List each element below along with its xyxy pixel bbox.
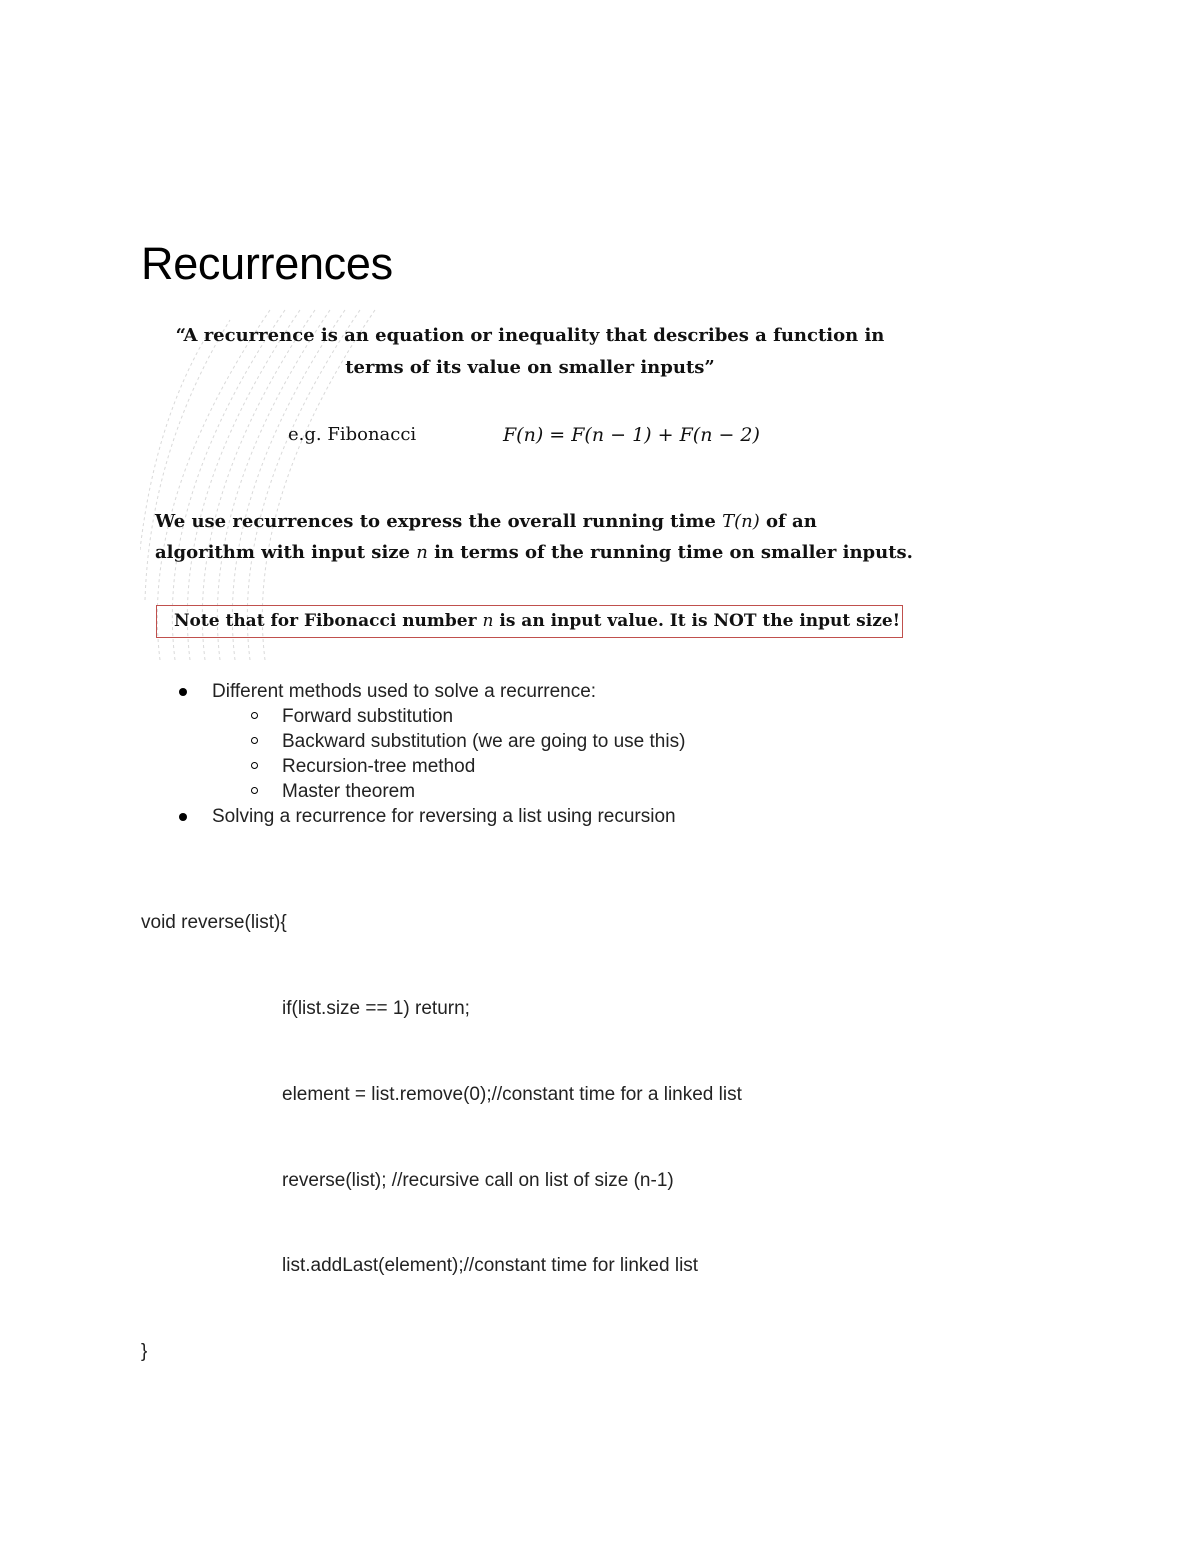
code-line: list.addLast(element);//constant time for linked list <box>282 1255 699 1277</box>
recurrence-usage-text <box>155 506 915 568</box>
list-item <box>170 679 685 704</box>
circle-bullet-icon <box>251 737 258 744</box>
code-line: element = list.remove(0);//constant time for a linked list <box>282 1083 742 1105</box>
code-line: void reverse(list){ <box>141 912 287 934</box>
note-n: n <box>482 611 494 631</box>
note-part-2: is an input value. It is NOT the input size! <box>493 611 901 631</box>
list-item <box>170 804 685 829</box>
list-item <box>170 754 685 779</box>
formula-lhs: F(n) <box>503 424 544 446</box>
usage-n: n <box>416 542 428 563</box>
formula-equals: = <box>543 424 572 446</box>
methods-second: Solving a recurrence for reversing a list using recursion <box>212 806 676 827</box>
formula-term-1: F(n − 1) <box>571 424 652 446</box>
fibonacci-formula <box>503 424 760 446</box>
quote-line-1: “A recurrence is an equation or inequality that describes a function in <box>175 325 885 346</box>
usage-part-4: in terms of the running time on smaller inputs. <box>427 542 913 563</box>
page-title: Recurrences <box>141 238 393 289</box>
methods-list <box>170 679 685 829</box>
method-item: Recursion-tree method <box>282 756 476 777</box>
circle-bullet-icon <box>251 787 258 794</box>
circle-bullet-icon <box>251 712 258 719</box>
code-line: if(list.size == 1) return; <box>282 997 470 1019</box>
code-line: reverse(list); //recursive call on list of size (n-1) <box>282 1169 674 1191</box>
usage-part-3: algorithm with input size <box>155 542 417 563</box>
usage-part-2: of an <box>759 511 817 532</box>
bullet-icon <box>179 813 187 821</box>
code-block <box>141 852 742 1395</box>
method-item: Backward substitution (we are going to use this) <box>282 731 686 752</box>
quote-line-2: terms of its value on smaller inputs” <box>345 357 715 378</box>
slide-image <box>140 300 920 665</box>
recurrence-definition-quote <box>140 320 920 384</box>
methods-intro: Different methods used to solve a recurrence: <box>212 681 597 702</box>
method-item: Forward substitution <box>282 706 454 727</box>
usage-tn: T(n) <box>722 511 760 532</box>
method-item: Master theorem <box>282 781 416 802</box>
list-item <box>170 729 685 754</box>
formula-plus: + <box>651 424 680 446</box>
fibonacci-note-box <box>156 605 903 638</box>
code-line: } <box>141 1341 148 1363</box>
usage-part-1: We use recurrences to express the overall running time <box>155 511 723 532</box>
note-part-1: Note that for Fibonacci number <box>174 611 483 631</box>
list-item <box>170 704 685 729</box>
example-label: e.g. Fibonacci <box>288 424 417 445</box>
list-item <box>170 779 685 804</box>
formula-term-2: F(n − 2) <box>679 424 760 446</box>
bullet-icon <box>179 688 187 696</box>
circle-bullet-icon <box>251 762 258 769</box>
